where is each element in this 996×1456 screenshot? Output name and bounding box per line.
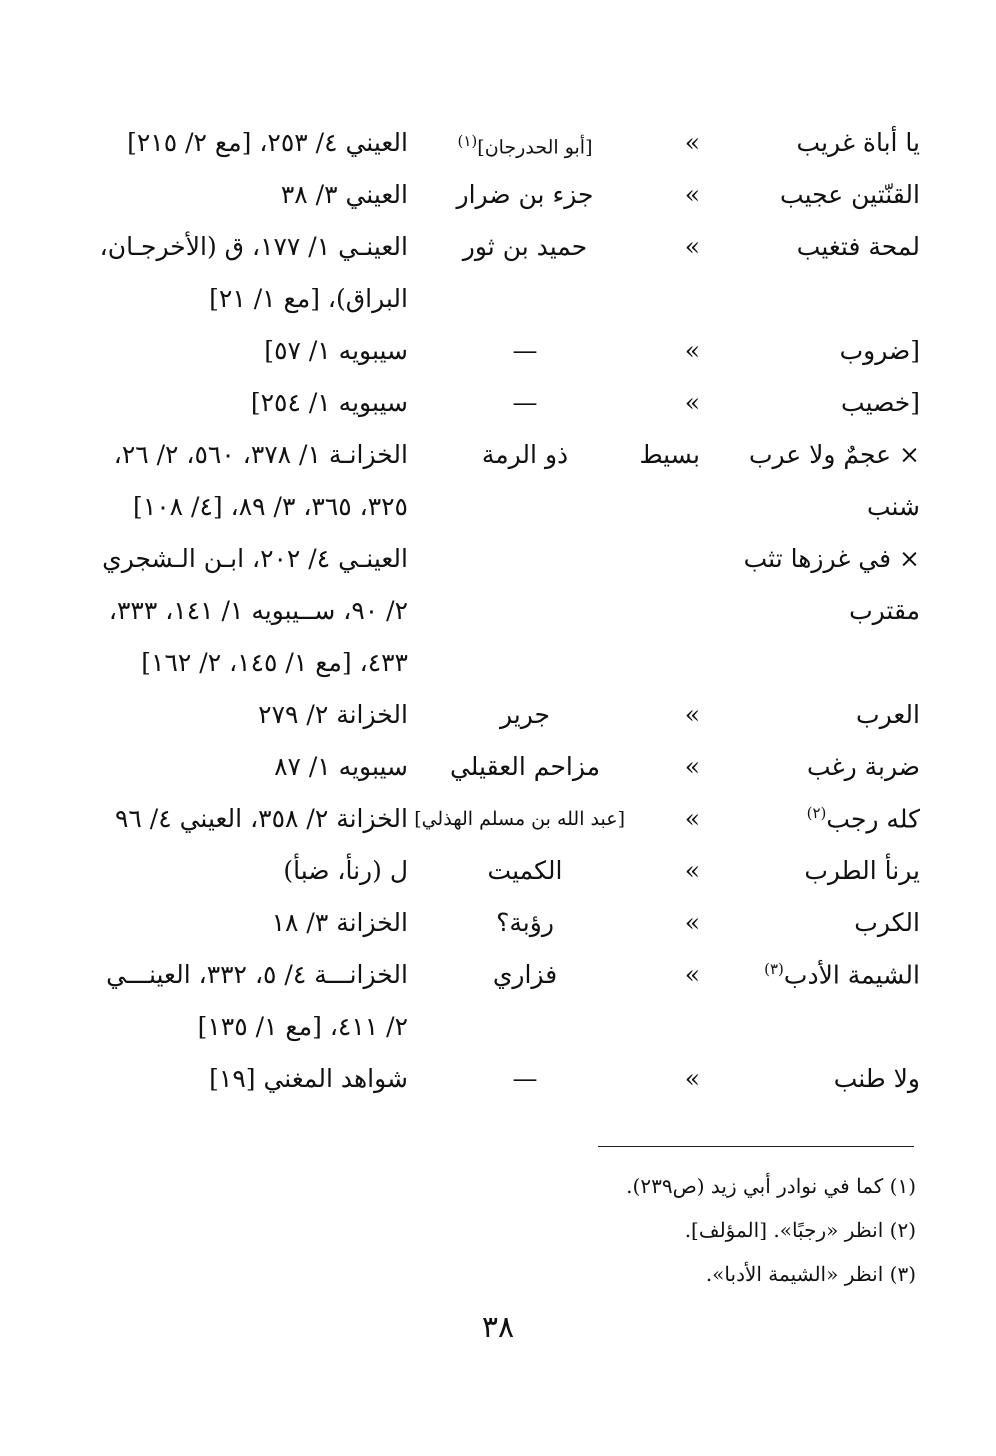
poet-name: رؤبة؟ [496, 908, 554, 937]
index-row [40, 482, 920, 534]
source-reference: العينـي ١/ ١٧٧، ق (الأخرجـان، [99, 232, 408, 261]
source-reference: ٤٣٣، [مع ١/ ١٤٥، ٢/ ١٦٢] [141, 648, 408, 677]
index-row [40, 222, 920, 274]
source-reference: شواهد المغني [١٩] [209, 1064, 408, 1093]
source-reference: ٢/ ٩٠، ســيبويه ١/ ١٤١، ٣٣٣، [108, 596, 408, 625]
meter: » [684, 1064, 700, 1093]
index-row [40, 1002, 920, 1054]
source-reference: سيبويه ١/ ٢٥٤] [250, 388, 408, 417]
index-row [40, 898, 920, 950]
index-row [40, 690, 920, 742]
verse-ending: مقترب [849, 596, 920, 625]
index-row [40, 638, 920, 690]
meter: » [684, 336, 700, 365]
source-reference: ٣٢٥، ٣٦٥، ٣/ ٨٩، [٤/ ١٠٨] [133, 492, 408, 521]
poet-name: — [512, 1064, 538, 1093]
index-row [40, 274, 920, 326]
meter: » [684, 752, 700, 781]
index-row [40, 794, 920, 846]
meter: » [684, 700, 700, 729]
meter: » [684, 856, 700, 885]
verse-ending: الشيمة الأدب$^{(٣)}$ [764, 960, 920, 990]
footnote-ref: (١) [457, 132, 478, 150]
verse-ending: [ضروب [839, 336, 920, 365]
source-reference: سيبويه ١/ ٥٧] [264, 336, 408, 365]
source-reference: العينـي ٤/ ٢٠٢، ابـن الـشجري [102, 544, 408, 573]
index-row [40, 742, 920, 794]
verse-ending: كله رجب$^{(٢)}$ [806, 804, 920, 834]
poet-name: جزء بن ضرار [456, 180, 594, 209]
verse-ending: ضربة رغب [806, 752, 920, 781]
verse-ending: القنّتين عجيب [780, 180, 920, 209]
meter: » [684, 128, 700, 157]
poet-name: [عبد الله بن مسلم الهذلي] [414, 808, 625, 830]
poet-name: حميد بن ثور [462, 232, 588, 261]
source-reference: الخزانة ٢/ ٢٧٩ [258, 700, 408, 729]
source-reference: ل (رنأ، ضبأ) [283, 856, 408, 885]
source-reference: ٢/ ٤١١، [مع ١/ ١٣٥] [197, 1012, 408, 1041]
poet-name: فزاري [492, 960, 558, 989]
verse-ending: لمحة فتغيب [796, 232, 920, 261]
meter: بسيط [639, 440, 700, 469]
source-reference: العيني ٣/ ٣٨ [280, 180, 408, 209]
index-row [40, 378, 920, 430]
footnote-ref: (٣) [764, 960, 784, 978]
verse-ending: ولا طنب [833, 1064, 920, 1093]
meter: » [684, 232, 700, 261]
index-row [40, 950, 920, 1002]
verse-ending: يرنأ الطرب [804, 856, 920, 885]
meter: » [684, 960, 700, 989]
verse-ending: العرب [856, 700, 920, 729]
index-row [40, 586, 920, 638]
poet-name: الكميت [487, 856, 563, 885]
footnote-divider [598, 1146, 914, 1147]
poet-name: [أبو الحدرجان]$^{(١)}$ [457, 132, 593, 159]
source-reference: البراق)، [مع ١/ ٢١] [209, 284, 408, 313]
footnote-ref: (٢) [806, 804, 827, 822]
source-reference: سيبويه ١/ ٨٧ [274, 752, 408, 781]
poet-name: — [512, 388, 538, 417]
verse-ending: × في غرزها تثب [743, 544, 920, 573]
footnote: (٣) انظر «الشيمة الأدبا». [705, 1262, 916, 1286]
verse-ending: × عجمٌ ولا عرب [748, 440, 920, 469]
verse-ending: يا أباة غريب [796, 128, 920, 157]
index-row [40, 1054, 920, 1106]
meter: » [684, 908, 700, 937]
poet-name: — [512, 336, 538, 365]
meter: » [684, 804, 700, 833]
footnote: (٢) انظر «رجبًا». [المؤلف]. [684, 1218, 916, 1242]
source-reference: الخزانـــة ٤/ ٥، ٣٣٢، العينـــي [106, 960, 408, 989]
meter: » [684, 388, 700, 417]
index-row [40, 534, 920, 586]
index-row [40, 118, 920, 170]
footnote: (١) كما في نوادر أبي زيد (ص٢٣٩). [626, 1174, 916, 1198]
index-row [40, 430, 920, 482]
verse-ending: شنب [866, 492, 920, 521]
footnotes [416, 1164, 916, 1296]
poet-name: جرير [500, 700, 550, 729]
verse-ending: الكرب [854, 908, 920, 937]
index-row [40, 846, 920, 898]
poet-name: ذو الرمة [481, 440, 569, 469]
index-row [40, 170, 920, 222]
meter: » [684, 180, 700, 209]
source-reference: الخزانة ٣/ ١٨ [271, 908, 408, 937]
poet-name: مزاحم العقيلي [449, 752, 601, 781]
source-reference: الخزانـة ١/ ٣٧٨، ٥٦٠، ٢/ ٢٦، [113, 440, 408, 469]
page-number: ٣٨ [481, 1310, 515, 1345]
index-row [40, 326, 920, 378]
verse-index-table [40, 118, 920, 1106]
verse-ending: [خصيب [841, 388, 920, 417]
source-reference: العيني ٤/ ٢٥٣، [مع ٢/ ٢١٥] [127, 128, 408, 157]
source-reference: الخزانة ٢/ ٣٥٨، العيني ٤/ ٩٦ [114, 804, 408, 833]
